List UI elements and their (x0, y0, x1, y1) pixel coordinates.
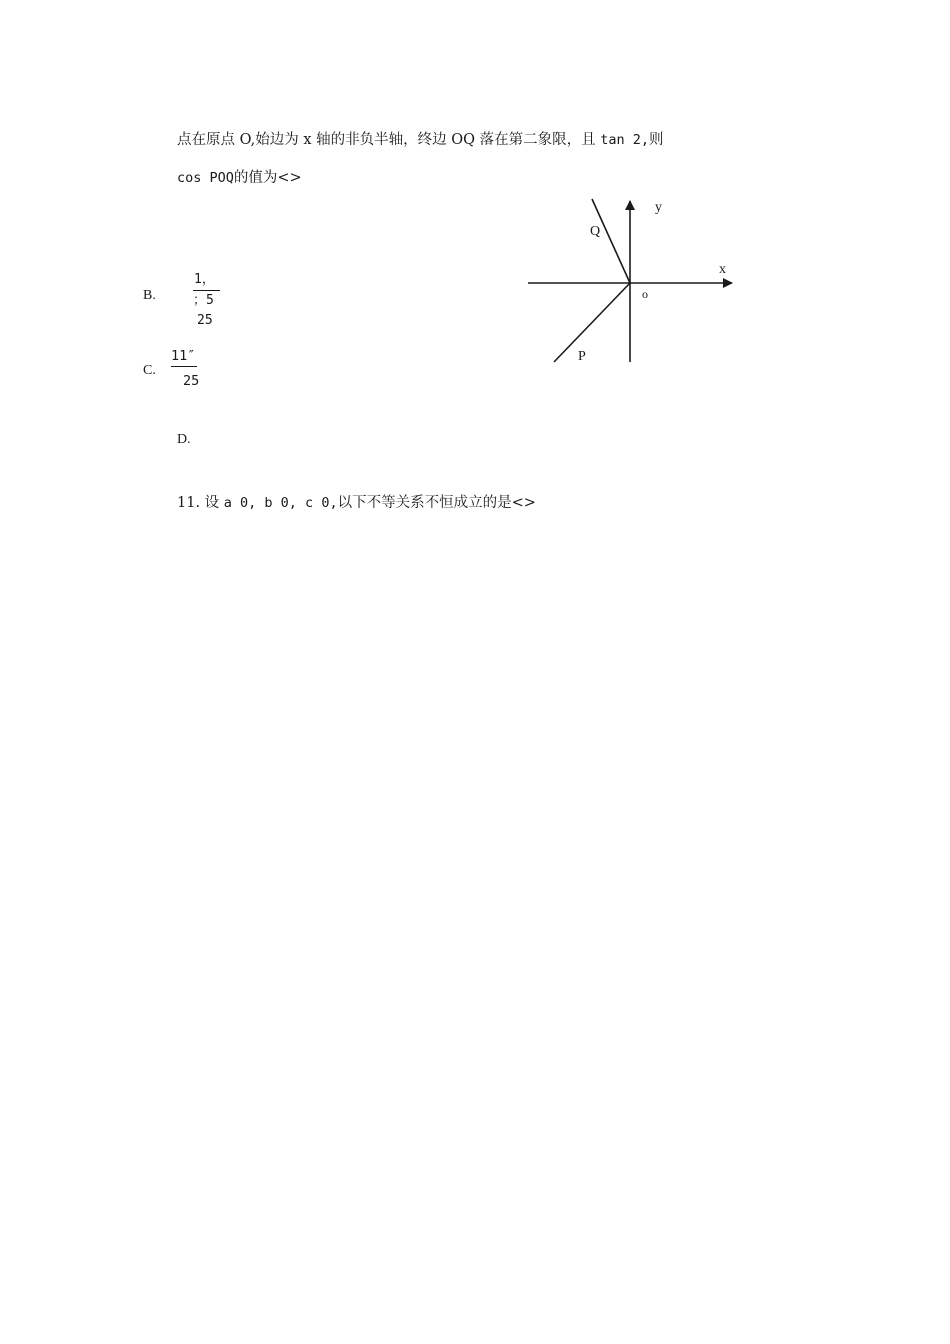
question10-line2 (177, 166, 302, 187)
question11-suffix: 以下不等关系不恒成立的是<> (337, 495, 536, 511)
ray-op (554, 283, 630, 362)
question10-tan-expr: tan 2, (600, 132, 650, 148)
option-c-denominator: 25 (183, 373, 200, 389)
option-c-numerator: 11″ (171, 346, 197, 367)
option-b-label: B. (143, 288, 156, 303)
ray-oq (592, 199, 630, 283)
question10-text-c: 则 (649, 132, 664, 148)
question11-line (177, 491, 536, 512)
angle-diagram (520, 190, 750, 370)
option-b-fraction (193, 270, 223, 328)
question11-conditions: a 0, b 0, c 0, (223, 495, 338, 511)
question10-text-a: 点在原点 O,始边为 x 轴的非负半轴，终边 OQ 落在第二象限，且 (177, 132, 601, 148)
point-p-label: P (578, 349, 586, 364)
y-axis-label: y (655, 200, 662, 215)
option-d-label: D. (177, 432, 191, 447)
x-axis-label: x (719, 262, 726, 277)
origin-label: o (642, 287, 648, 301)
option-b-numerator: 1， (193, 270, 220, 291)
option-b-denominator: ；5 (193, 293, 214, 308)
question10-line1 (177, 128, 664, 149)
point-q-label: Q (590, 224, 601, 239)
option-b-denominator-cut: 25 (197, 313, 213, 328)
question10-cos-expr: cos POQ (177, 170, 234, 186)
question11-prefix: 11. 设 (177, 495, 224, 511)
question10-ask: 的值为<> (233, 170, 302, 186)
option-c-label: C. (143, 363, 156, 378)
option-c-fraction (171, 346, 205, 391)
